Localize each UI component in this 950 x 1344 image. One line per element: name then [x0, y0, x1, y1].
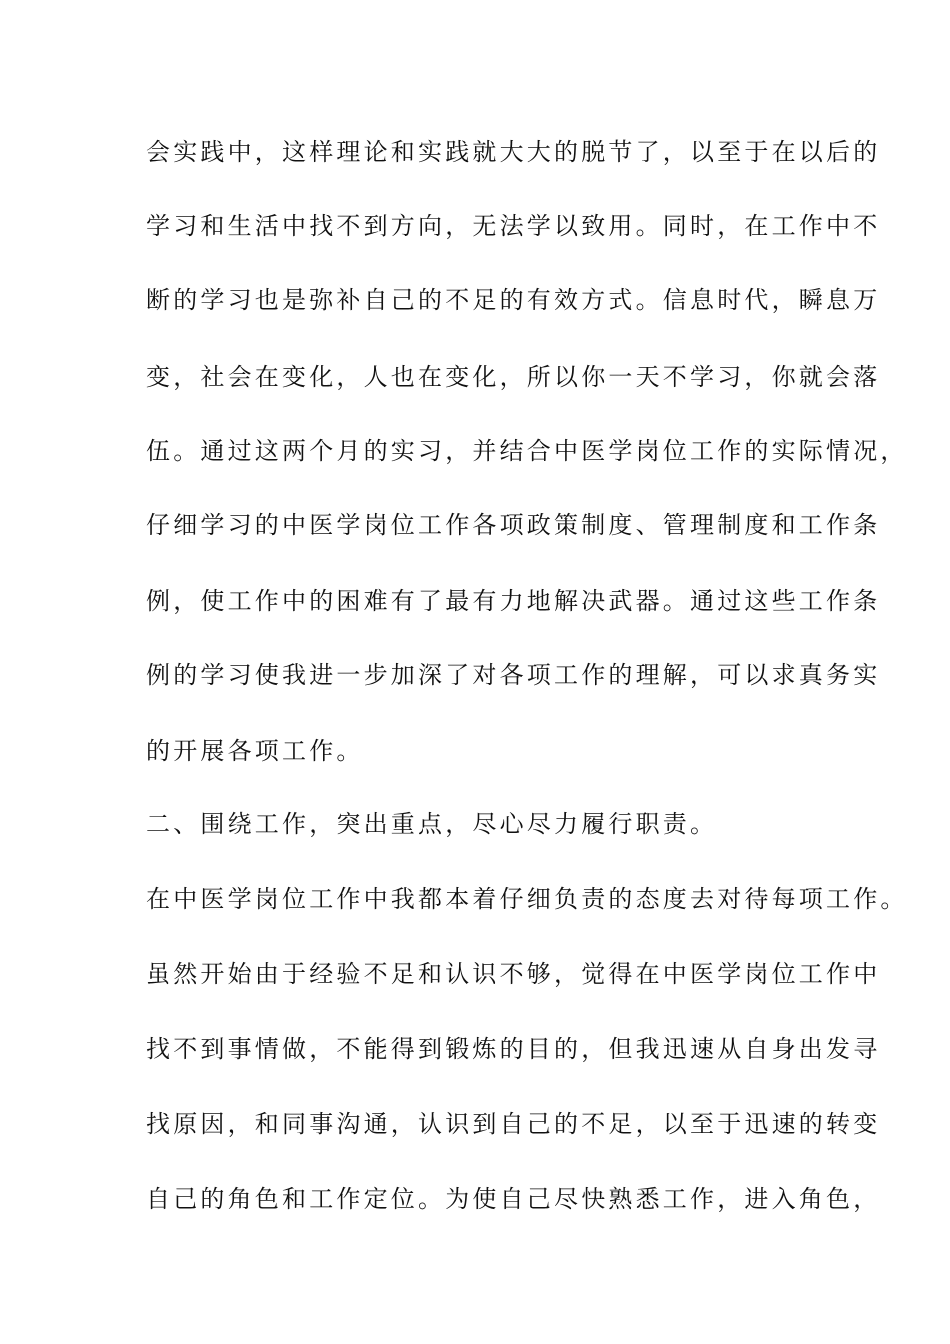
- text-line: 在中医学岗位工作中我都本着仔细负责的态度去对待每项工作。: [146, 885, 908, 913]
- text-line: 找不到事情做，不能得到锻炼的目的，但我迅速从自身出发寻: [146, 1035, 881, 1063]
- text-line: 例的学习使我进一步加深了对各项工作的理解，可以求真务实: [146, 661, 881, 689]
- text-line: 自己的角色和工作定位。为使自己尽快熟悉工作，进入角色，: [146, 1185, 881, 1213]
- text-line: 会实践中，这样理论和实践就大大的脱节了，以至于在以后的: [146, 138, 881, 166]
- text-line: 仔细学习的中医学岗位工作各项政策制度、管理制度和工作条: [146, 511, 881, 539]
- text-line: 伍。通过这两个月的实习，并结合中医学岗位工作的实际情况，: [146, 437, 908, 465]
- text-line: 断的学习也是弥补自己的不足的有效方式。信息时代，瞬息万: [146, 286, 881, 314]
- text-line: 例，使工作中的困难有了最有力地解决武器。通过这些工作条: [146, 587, 881, 615]
- text-line: 找原因，和同事沟通，认识到自己的不足，以至于迅速的转变: [146, 1110, 881, 1138]
- text-line: 变，社会在变化，人也在变化，所以你一天不学习，你就会落: [146, 363, 881, 391]
- text-line: 虽然开始由于经验不足和认识不够，觉得在中医学岗位工作中: [146, 960, 881, 988]
- text-line: 的开展各项工作。: [146, 737, 364, 765]
- section-heading: 二、围绕工作，突出重点，尽心尽力履行职责。: [146, 810, 718, 838]
- text-line: 学习和生活中找不到方向，无法学以致用。同时，在工作中不: [146, 212, 881, 240]
